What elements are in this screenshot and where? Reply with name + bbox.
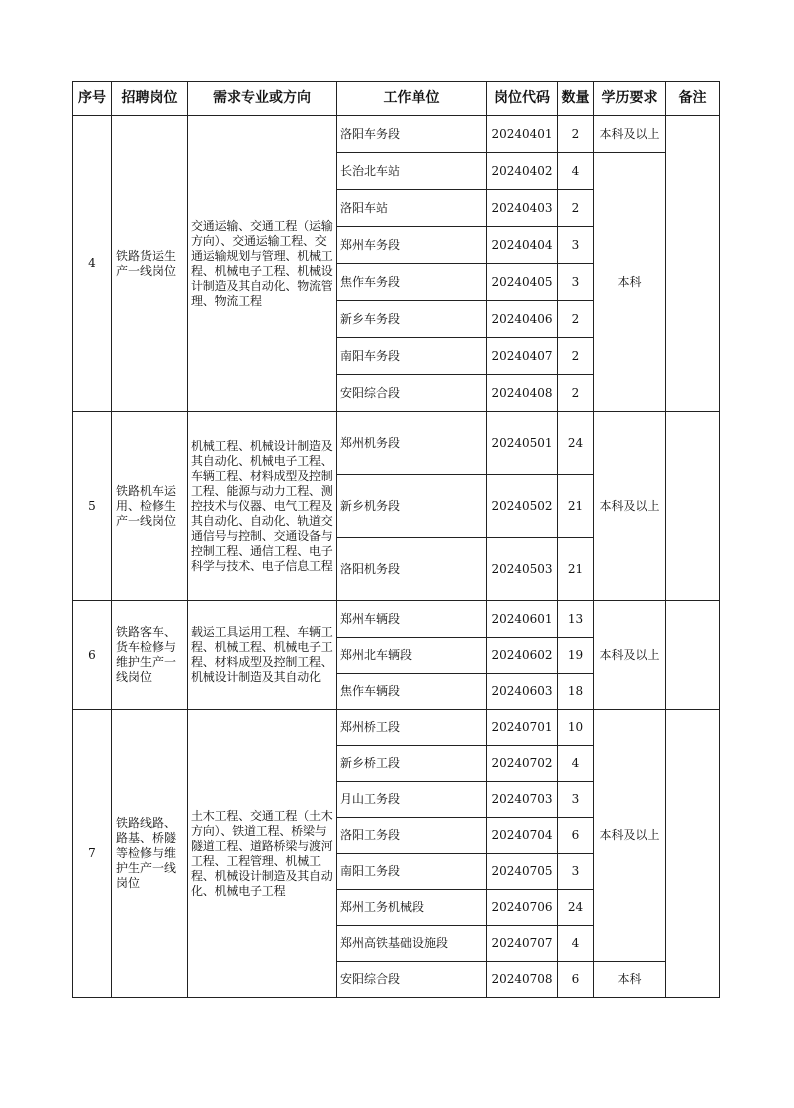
count-cell: 24 (558, 412, 594, 475)
code-cell: 20240406 (487, 301, 558, 338)
unit-cell: 郑州车辆段 (337, 601, 487, 638)
code-cell: 20240708 (487, 962, 558, 998)
seq-cell: 7 (73, 710, 112, 998)
remark-cell (666, 116, 720, 412)
code-cell: 20240501 (487, 412, 558, 475)
unit-cell: 安阳综合段 (337, 375, 487, 412)
code-cell: 20240404 (487, 227, 558, 264)
code-cell: 20240407 (487, 338, 558, 375)
code-cell: 20240602 (487, 638, 558, 674)
code-cell: 20240402 (487, 153, 558, 190)
count-cell: 3 (558, 264, 594, 301)
major-cell: 机械工程、机械设计制造及其自动化、机械电子工程、车辆工程、材料成型及控制工程、能源与动力工程、测控技术与仪器、电气工程及其自动化、自动化、轨道交通信号与控制、交通设备与控制工程、通信工程、电子科学与技术、电子信息工程 (188, 412, 337, 601)
code-cell: 20240502 (487, 475, 558, 538)
count-cell: 10 (558, 710, 594, 746)
header-code: 岗位代码 (487, 82, 558, 116)
unit-cell: 洛阳工务段 (337, 818, 487, 854)
unit-cell: 月山工务段 (337, 782, 487, 818)
header-row (73, 82, 720, 116)
unit-cell: 焦作车务段 (337, 264, 487, 301)
code-cell: 20240704 (487, 818, 558, 854)
unit-cell: 郑州北车辆段 (337, 638, 487, 674)
code-cell: 20240401 (487, 116, 558, 153)
remark-cell (666, 412, 720, 601)
count-cell: 13 (558, 601, 594, 638)
unit-cell: 安阳综合段 (337, 962, 487, 998)
unit-cell: 郑州桥工段 (337, 710, 487, 746)
count-cell: 6 (558, 818, 594, 854)
position-cell: 铁路货运生产一线岗位 (112, 116, 188, 412)
code-cell: 20240408 (487, 375, 558, 412)
unit-cell: 郑州高铁基础设施段 (337, 926, 487, 962)
unit-cell: 南阳车务段 (337, 338, 487, 375)
unit-cell: 新乡机务段 (337, 475, 487, 538)
header-major: 需求专业或方向 (188, 82, 337, 116)
unit-cell: 郑州工务机械段 (337, 890, 487, 926)
count-cell: 2 (558, 116, 594, 153)
count-cell: 21 (558, 538, 594, 601)
position-cell: 铁路线路、路基、桥隧等检修与维护生产一线岗位 (112, 710, 188, 998)
count-cell: 2 (558, 338, 594, 375)
unit-cell: 焦作车辆段 (337, 674, 487, 710)
code-cell: 20240603 (487, 674, 558, 710)
header-count: 数量 (558, 82, 594, 116)
education-cell: 本科及以上 (594, 412, 666, 601)
code-cell: 20240503 (487, 538, 558, 601)
unit-cell: 南阳工务段 (337, 854, 487, 890)
count-cell: 3 (558, 782, 594, 818)
major-cell: 土木工程、交通工程（土木方向）、铁道工程、桥梁与隧道工程、道路桥梁与渡河工程、工程管理、机械工程、机械设计制造及其自动化、机械电子工程 (188, 710, 337, 998)
remark-cell (666, 710, 720, 998)
code-cell: 20240403 (487, 190, 558, 227)
education-cell: 本科 (594, 153, 666, 412)
education-cell: 本科 (594, 962, 666, 998)
education-cell: 本科及以上 (594, 710, 666, 962)
header-unit: 工作单位 (337, 82, 487, 116)
code-cell: 20240705 (487, 854, 558, 890)
count-cell: 24 (558, 890, 594, 926)
code-cell: 20240405 (487, 264, 558, 301)
code-cell: 20240706 (487, 890, 558, 926)
code-cell: 20240703 (487, 782, 558, 818)
unit-cell: 长治北车站 (337, 153, 487, 190)
count-cell: 4 (558, 926, 594, 962)
unit-cell: 洛阳车站 (337, 190, 487, 227)
code-cell: 20240707 (487, 926, 558, 962)
recruitment-table (72, 81, 720, 998)
code-cell: 20240601 (487, 601, 558, 638)
count-cell: 19 (558, 638, 594, 674)
count-cell: 2 (558, 301, 594, 338)
major-cell: 交通运输、交通工程（运输方向）、交通运输工程、交通运输规划与管理、机械工程、机械电子工程、机械设计制造及其自动化、物流管理、物流工程 (188, 116, 337, 412)
count-cell: 2 (558, 375, 594, 412)
count-cell: 3 (558, 854, 594, 890)
unit-cell: 洛阳机务段 (337, 538, 487, 601)
code-cell: 20240702 (487, 746, 558, 782)
unit-cell: 新乡桥工段 (337, 746, 487, 782)
unit-cell: 郑州车务段 (337, 227, 487, 264)
seq-cell: 5 (73, 412, 112, 601)
unit-cell: 新乡车务段 (337, 301, 487, 338)
table-row (73, 601, 720, 638)
count-cell: 18 (558, 674, 594, 710)
count-cell: 4 (558, 746, 594, 782)
count-cell: 21 (558, 475, 594, 538)
table-row (73, 412, 720, 475)
education-cell: 本科及以上 (594, 601, 666, 710)
position-cell: 铁路客车、货车检修与维护生产一线岗位 (112, 601, 188, 710)
header-remark: 备注 (666, 82, 720, 116)
remark-cell (666, 601, 720, 710)
unit-cell: 洛阳车务段 (337, 116, 487, 153)
count-cell: 4 (558, 153, 594, 190)
count-cell: 6 (558, 962, 594, 998)
education-cell: 本科及以上 (594, 116, 666, 153)
count-cell: 3 (558, 227, 594, 264)
header-seq: 序号 (73, 82, 112, 116)
seq-cell: 4 (73, 116, 112, 412)
table-row (73, 116, 720, 153)
header-education: 学历要求 (594, 82, 666, 116)
position-cell: 铁路机车运用、检修生产一线岗位 (112, 412, 188, 601)
code-cell: 20240701 (487, 710, 558, 746)
header-position: 招聘岗位 (112, 82, 188, 116)
count-cell: 2 (558, 190, 594, 227)
table-row (73, 710, 720, 746)
seq-cell: 6 (73, 601, 112, 710)
unit-cell: 郑州机务段 (337, 412, 487, 475)
major-cell: 载运工具运用工程、车辆工程、机械工程、机械电子工程、材料成型及控制工程、机械设计制造及其自动化 (188, 601, 337, 710)
